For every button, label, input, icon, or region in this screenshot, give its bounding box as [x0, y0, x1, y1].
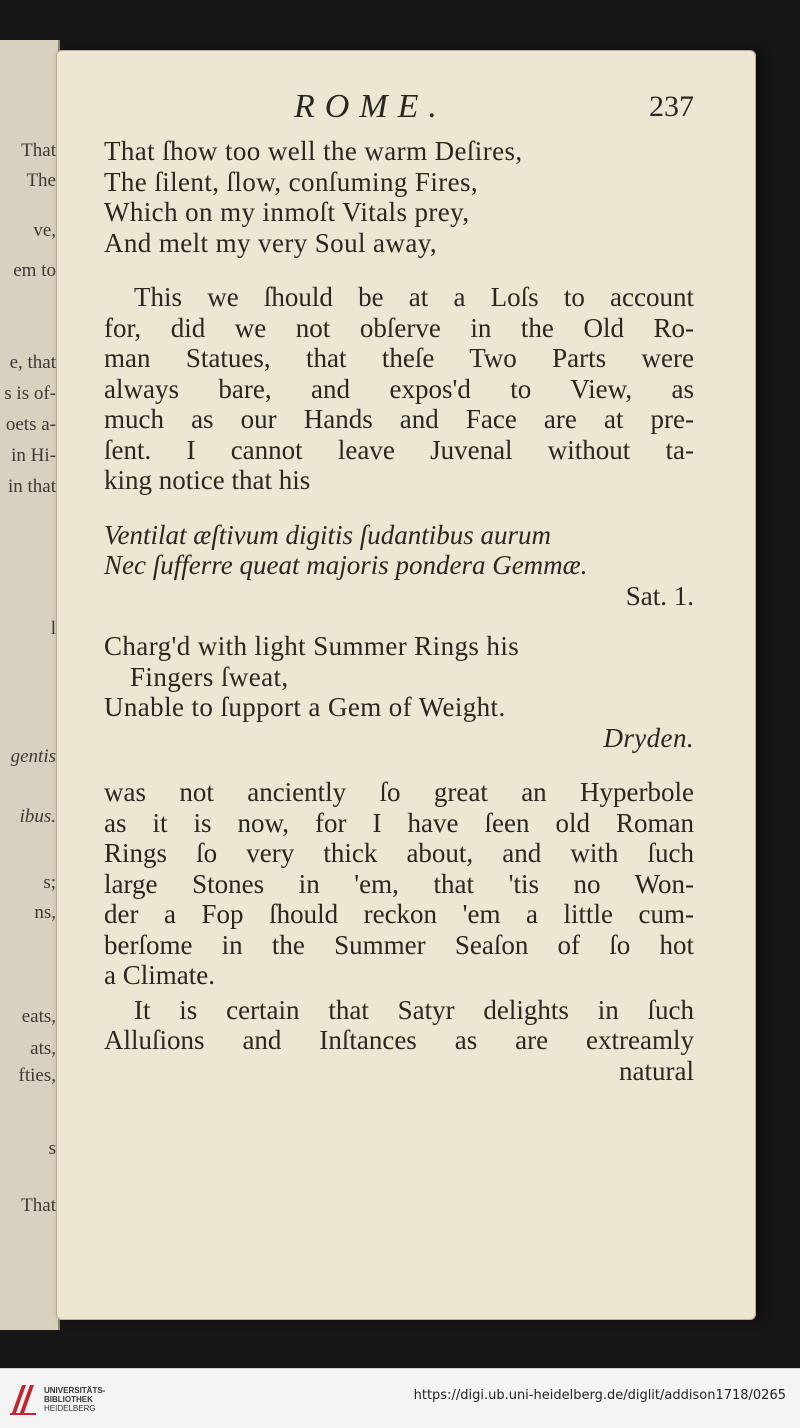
prev-page-fragment: ve,	[33, 220, 56, 241]
translation-line: Fingers ſweat,	[130, 661, 289, 692]
text-line: berſome in the Summer Seaſon of ſo hot	[104, 929, 694, 960]
text-line: ſent. I cannot leave Juvenal without ta-	[104, 434, 694, 465]
text-line: was not anciently ſo great an Hyperbole	[104, 777, 694, 807]
text-line: as it is now, for I have ſeen old Roman	[104, 807, 694, 838]
text-line: It is certain that Satyr delights in ſuch	[134, 994, 694, 1025]
text-line: always bare, and expos'd to View, as	[104, 373, 694, 404]
paragraph	[104, 777, 694, 991]
prev-page-fragment: gentis	[10, 746, 56, 767]
prev-page-fragment: in that	[7, 476, 56, 497]
quotation-line: Nec ſufferre queat majoris pondera Gemmæ.	[104, 550, 588, 580]
source-url[interactable]: https://digi.ub.uni-heidelberg.de/diglit/addison1718/0265	[413, 1388, 786, 1403]
logo-text-line: HEIDELBERG	[44, 1404, 96, 1413]
prev-page-fragment: That	[21, 140, 56, 161]
text-line: This we ſhould be at a Loſs to account	[134, 282, 694, 312]
verse-line: Which on my inmoſt Vitals prey,	[104, 197, 470, 227]
running-head: ROME.	[294, 88, 447, 125]
prev-page-fragment: e, that	[9, 352, 56, 373]
translation-verse	[104, 631, 694, 753]
text-line: Rings ſo very thick about, and with ſuch	[104, 838, 694, 868]
prev-page-fragment: in Hi-	[11, 445, 56, 466]
text-line: a Climate.	[104, 960, 215, 990]
verse-stanza	[104, 136, 694, 258]
prev-page-fragment: s;	[43, 872, 56, 893]
text-line: much as our Hands and Face are at pre-	[104, 404, 694, 434]
prev-page-fragment: l	[50, 618, 56, 639]
quotation-source: Sat. 1.	[625, 580, 694, 611]
logo-text-line: UNIVERSITÄTS-	[44, 1386, 106, 1395]
previous-page-edge	[0, 40, 60, 1330]
prev-page-fragment: fties,	[18, 1065, 56, 1086]
prev-page-fragment: The	[26, 170, 56, 191]
catchword: natural	[619, 1055, 694, 1086]
prev-page-fragment: em to	[13, 260, 56, 281]
text-line: man Statues, that theſe Two Parts were	[104, 343, 694, 373]
translation-line: Charg'd with light Summer Rings his	[104, 631, 520, 661]
viewer-footer	[0, 1368, 800, 1428]
text-line: large Stones in 'em, that 'tis no Won-	[104, 868, 694, 899]
text-line: Alluſions and Inſtances as are extreamly	[104, 1025, 694, 1055]
book-page	[56, 50, 756, 1320]
translation-line: Unable to ſupport a Gem of Weight.	[104, 692, 506, 722]
prev-page-fragment: That	[21, 1195, 56, 1216]
verse-line: That ſhow too well the warm Deſires,	[104, 136, 523, 166]
verse-line: And melt my very Soul away,	[104, 227, 437, 258]
verse-line: The ſilent, ſlow, conſuming Fires,	[104, 166, 479, 197]
translation-author: Dryden.	[603, 722, 694, 753]
text-line: for, did we not obſerve in the Old Ro-	[104, 312, 694, 343]
prev-page-fragment: ats,	[30, 1038, 56, 1059]
prev-page-fragment: ibus.	[19, 806, 56, 827]
prev-page-fragment: eats,	[21, 1006, 56, 1027]
page-text-block	[104, 88, 694, 1086]
prev-page-fragment: s is of-	[4, 383, 56, 404]
page-header	[104, 88, 694, 136]
university-library-logo-icon[interactable]	[8, 1379, 38, 1417]
paragraph	[104, 282, 694, 496]
page-number: 237	[649, 90, 694, 123]
logo-text-line: BIBLIOTHEK	[44, 1395, 93, 1404]
paragraph	[104, 995, 694, 1056]
latin-quotation	[104, 520, 694, 612]
text-line: king notice that his	[104, 465, 311, 495]
quotation-line: Ventilat æſtivum digitis ſudantibus aurum	[104, 519, 552, 550]
prev-page-fragment: oets a-	[5, 414, 56, 435]
prev-page-fragment: ns,	[34, 902, 56, 923]
library-logo-text	[44, 1386, 105, 1413]
prev-page-fragment: s	[48, 1138, 56, 1159]
text-line: der a Fop ſhould reckon 'em a little cum-	[104, 899, 694, 929]
